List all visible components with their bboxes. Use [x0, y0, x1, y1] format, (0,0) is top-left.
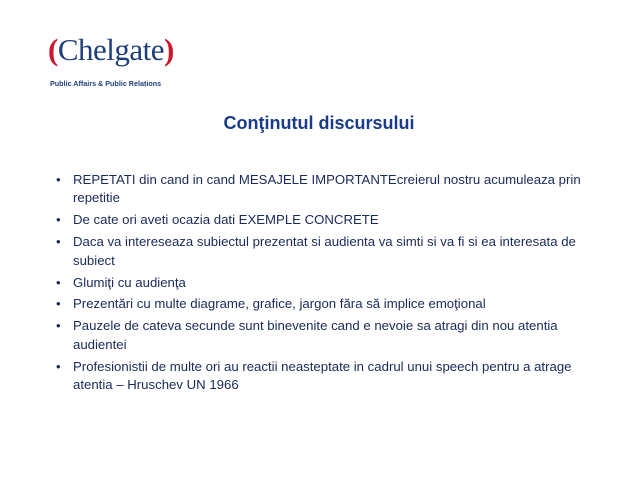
- logo-wordmark: [48, 32, 174, 68]
- bullet-item: [56, 295, 591, 313]
- bullet-dot: •: [56, 296, 61, 312]
- bullet-item: [56, 274, 591, 292]
- bullet-item: [56, 233, 591, 270]
- bullet-text: Profesionistii de multe ori au reactii neasteptate in cadrul unui speech pentru a atrage atentia – Hruschev UN 1966: [73, 358, 572, 393]
- bullet-item: [56, 211, 591, 229]
- bullet-text: De cate ori aveti ocazia dati EXEMPLE CONCRETE: [73, 212, 379, 228]
- logo-close-quote: ): [164, 32, 174, 67]
- bullet-item: [56, 171, 591, 208]
- bullet-text: Prezentări cu multe diagrame, grafice, jargon făra să implice emoţional: [73, 296, 486, 312]
- bullet-dot: •: [56, 318, 61, 334]
- bullet-dot: •: [56, 234, 61, 250]
- bullet-item: [56, 358, 591, 395]
- bullet-text: Daca va intereseaza subiectul prezentat si audienta va simti si va fi si ea interesata de subiect: [73, 234, 576, 268]
- logo-tagline: Public Affairs & Public Relations: [50, 79, 162, 88]
- bullet-item: [56, 317, 591, 354]
- bullet-dot: •: [56, 358, 61, 374]
- logo-name: Chelgate: [57, 32, 165, 67]
- bullet-text: Glumiţi cu audienţa: [73, 274, 186, 290]
- bullet-text: REPETATI din cand in cand MESAJELE IMPORTANTEcreierul nostru acumuleaza prin repetitie: [73, 172, 581, 206]
- chelgate-logo: [48, 32, 198, 94]
- bullet-text: Pauzele de cateva secunde sunt binevenite cand e nevoie sa atragi din nou atentia audientei: [73, 318, 558, 352]
- bullet-dot: •: [56, 274, 61, 290]
- slide-title: Conţinutul discursului: [223, 113, 415, 133]
- bullet-list: [56, 171, 591, 398]
- bullet-dot: •: [56, 172, 61, 187]
- logo-open-quote: (: [48, 32, 58, 67]
- bullet-dot: •: [56, 212, 61, 228]
